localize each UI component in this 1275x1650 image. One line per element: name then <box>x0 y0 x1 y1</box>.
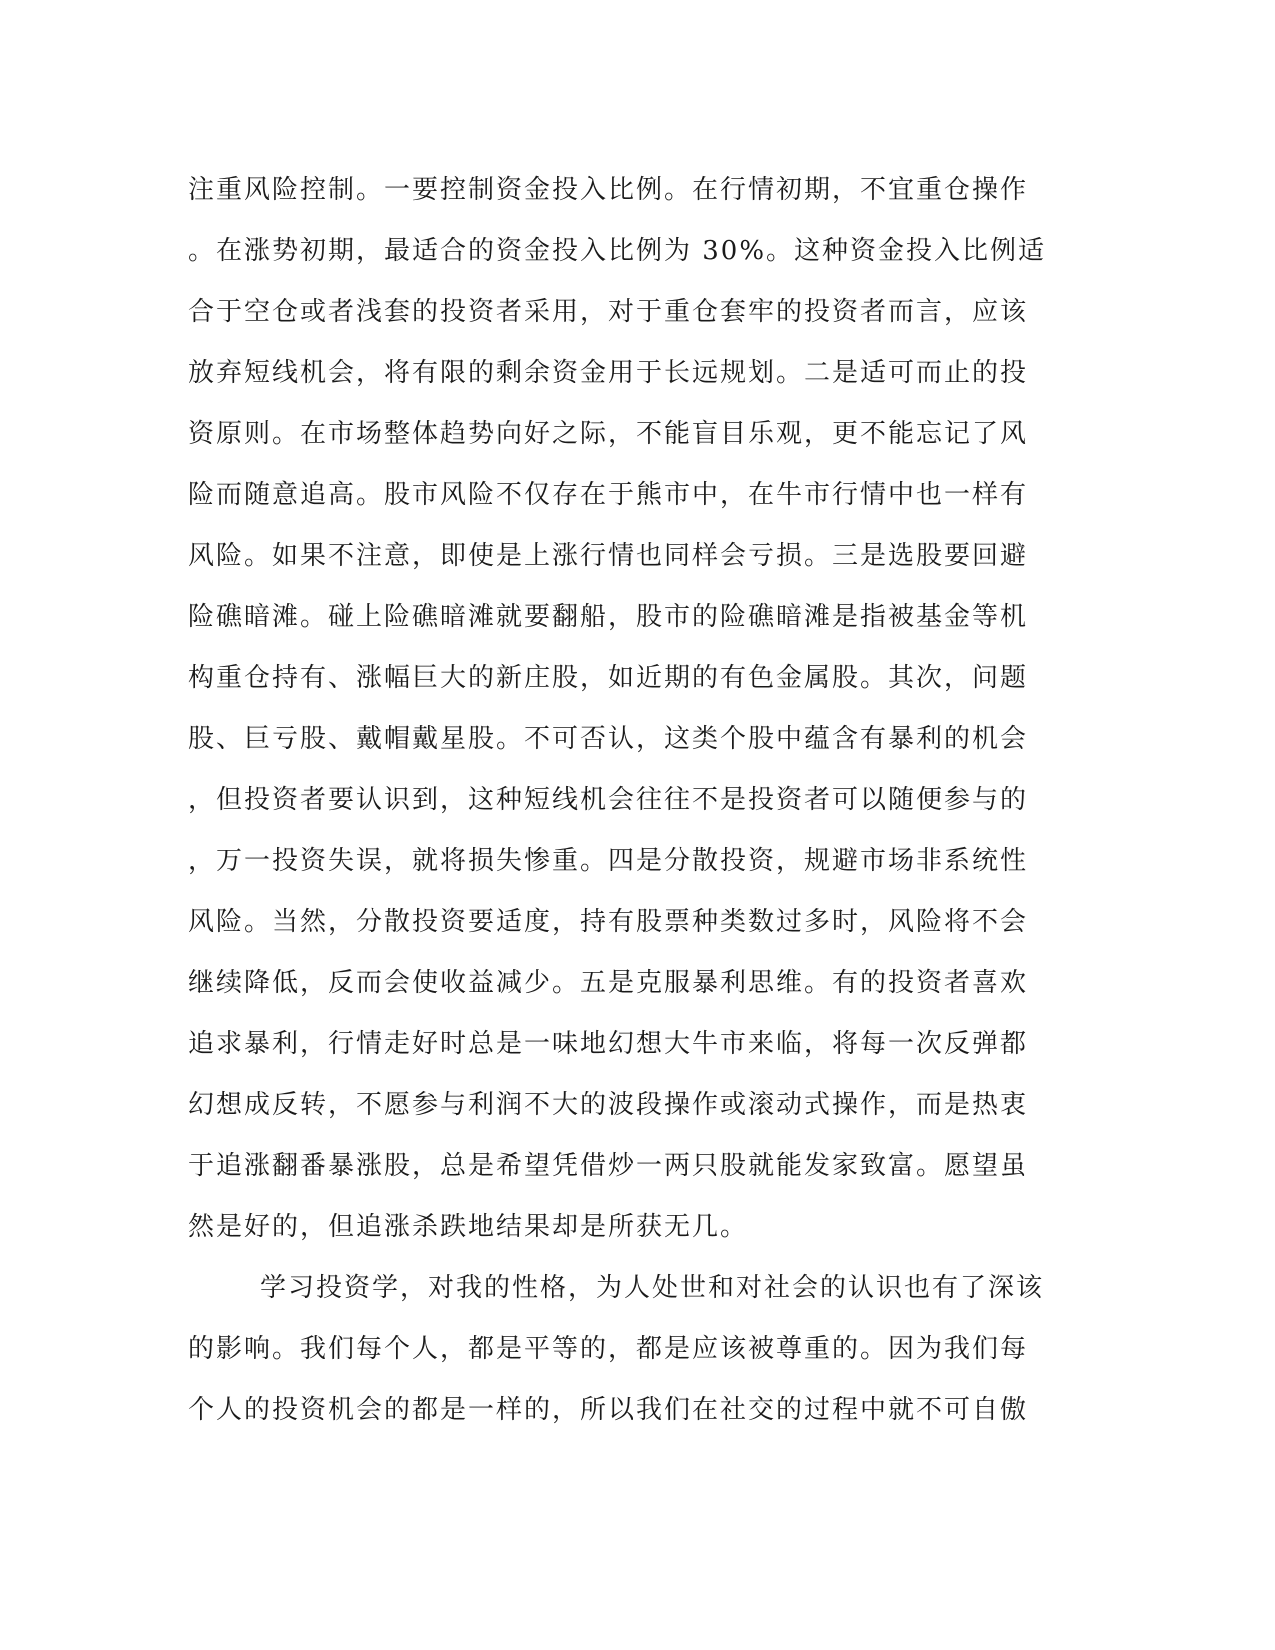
text-line: 幻想成反转，不愿参与利润不大的波段操作或滚动式操作，而是热衷 <box>188 1090 1029 1120</box>
body-text <box>188 160 1088 1441</box>
text-line: 追求暴利，行情走好时总是一味地幻想大牛市来临，将每一次反弹都 <box>188 1029 1029 1059</box>
text-line: 险礁暗滩。碰上险礁暗滩就要翻船，股市的险礁暗滩是指被基金等机 <box>188 602 1029 632</box>
text-line: 合于空仓或者浅套的投资者采用，对于重仓套牢的投资者而言，应该 <box>188 297 1029 327</box>
text-line: 的影响。我们每个人，都是平等的，都是应该被尊重的。因为我们每 <box>188 1334 1029 1364</box>
text-line: 风险。当然，分散投资要适度，持有股票种类数过多时，风险将不会 <box>188 907 1029 937</box>
text-line: 个人的投资机会的都是一样的，所以我们在社交的过程中就不可自傲 <box>188 1395 1029 1425</box>
paragraph-reflection <box>188 1258 1088 1441</box>
text-line: 风险。如果不注意，即使是上涨行情也同样会亏损。三是选股要回避 <box>188 541 1029 571</box>
text-line: 资原则。在市场整体趋势向好之际，不能盲目乐观，更不能忘记了风 <box>188 419 1029 449</box>
text-line: 于追涨翻番暴涨股，总是希望凭借炒一两只股就能发家致富。愿望虽 <box>188 1151 1029 1181</box>
text-line: 继续降低，反而会使收益减少。五是克服暴利思维。有的投资者喜欢 <box>188 968 1029 998</box>
text-line: 险而随意追高。股市风险不仅存在于熊市中，在牛市行情中也一样有 <box>188 480 1029 510</box>
text-line: ，但投资者要认识到，这种短线机会往往不是投资者可以随便参与的 <box>188 785 1029 815</box>
text-line: 放弃短线机会，将有限的剩余资金用于长远规划。二是适可而止的投 <box>188 358 1029 388</box>
text-line: 然是好的，但追涨杀跌地结果却是所获无几。 <box>188 1212 749 1242</box>
text-line: 。在涨势初期，最适合的资金投入比例为 30%。这种资金投入比例适 <box>188 236 1047 266</box>
text-line: 注重风险控制。一要控制资金投入比例。在行情初期，不宜重仓操作 <box>188 175 1029 205</box>
text-line: 学习投资学，对我的性格，为人处世和对社会的认识也有了深该 <box>260 1273 1045 1303</box>
text-line: ，万一投资失误，就将损失惨重。四是分散投资，规避市场非系统性 <box>188 846 1029 876</box>
text-line: 股、巨亏股、戴帽戴星股。不可否认，这类个股中蕴含有暴利的机会 <box>188 724 1029 754</box>
paragraph-risk-control <box>188 160 1088 1258</box>
text-line: 构重仓持有、涨幅巨大的新庄股，如近期的有色金属股。其次，问题 <box>188 663 1029 693</box>
